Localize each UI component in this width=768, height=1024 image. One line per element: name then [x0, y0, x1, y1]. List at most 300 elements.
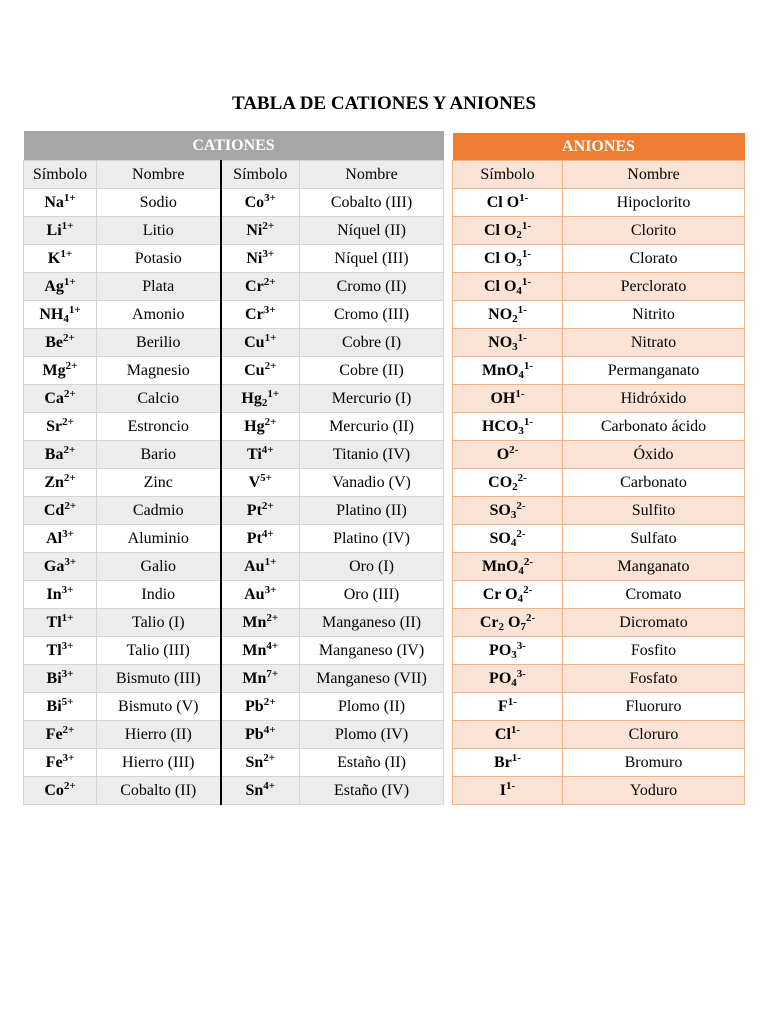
- symbol-charge: 4+: [266, 639, 279, 652]
- table-row: [24, 721, 444, 749]
- symbol-charge: 1-: [521, 275, 532, 288]
- ion-symbol: [24, 749, 97, 777]
- symbol-base: CO: [488, 473, 513, 491]
- ion-name: Talio (III): [97, 637, 221, 665]
- symbol-charge: 4+: [261, 443, 274, 456]
- table-row: [24, 329, 444, 357]
- ion-name: Mercurio (I): [300, 385, 444, 413]
- symbol-subscript: 3: [510, 508, 517, 521]
- symbol-base: Ni: [246, 221, 263, 239]
- symbol-base: Mg: [42, 361, 66, 379]
- table-row: [453, 693, 745, 721]
- ion-name: Dicromato: [563, 609, 745, 637]
- ion-symbol: [24, 217, 97, 245]
- symbol-base: Cl O: [483, 249, 517, 267]
- table-row: [24, 385, 444, 413]
- ion-name: Platino (IV): [300, 525, 444, 553]
- table-row: [453, 273, 745, 301]
- symbol-base: Pt: [246, 529, 262, 547]
- symbol-subscript: 4: [518, 564, 524, 577]
- symbol-base: Bi: [46, 697, 62, 715]
- ion-name: Plomo (II): [300, 693, 444, 721]
- symbol-base: Cl O: [483, 221, 517, 239]
- ion-symbol: [24, 469, 97, 497]
- symbol-base: HCO: [481, 417, 519, 435]
- symbol-base: Au: [244, 557, 265, 575]
- symbol-base: Ga: [43, 557, 65, 575]
- ion-name: Manganeso (IV): [300, 637, 444, 665]
- column-header-name: Nombre: [97, 161, 221, 189]
- table-row: [453, 777, 745, 805]
- column-header-name: Nombre: [300, 161, 444, 189]
- symbol-base: K: [47, 249, 61, 267]
- column-header-symbol: Símbolo: [24, 161, 97, 189]
- ion-symbol: [221, 189, 300, 217]
- symbol-charge: 2-: [525, 611, 536, 624]
- symbol-charge: 1-: [515, 387, 525, 400]
- cations-table: [23, 131, 444, 805]
- symbol-charge: 2-: [516, 527, 526, 540]
- symbol-base: F: [498, 697, 508, 715]
- symbol-charge: 2+: [63, 471, 76, 484]
- symbol-base: Al: [46, 529, 63, 547]
- ion-name: Manganato: [563, 553, 745, 581]
- ion-name: Clorito: [563, 217, 745, 245]
- table-row: [24, 245, 444, 273]
- anions-table: [452, 133, 745, 805]
- ion-symbol: [24, 525, 97, 553]
- table-row: [453, 385, 745, 413]
- symbol-base: Co: [44, 781, 64, 799]
- ion-symbol: [24, 721, 97, 749]
- ion-name: Cadmio: [97, 497, 221, 525]
- ion-symbol: [24, 637, 97, 665]
- ion-symbol: [221, 441, 300, 469]
- symbol-base: Cl: [494, 725, 511, 743]
- ion-name: Hierro (III): [97, 749, 221, 777]
- table-row: [453, 581, 745, 609]
- symbol-base: Mn: [242, 641, 267, 659]
- ion-name: Yoduro: [563, 777, 745, 805]
- ion-name: Cloruro: [563, 721, 745, 749]
- symbol-subscript: 4: [516, 284, 522, 297]
- symbol-subscript: 3: [511, 648, 517, 661]
- ion-symbol: [24, 777, 97, 805]
- ion-symbol: [453, 357, 563, 385]
- ion-symbol: [453, 581, 563, 609]
- symbol-base: Ca: [44, 389, 64, 407]
- symbol-charge: 1+: [264, 331, 277, 344]
- symbol-charge: 1-: [519, 191, 529, 204]
- ion-name: Titanio (IV): [300, 441, 444, 469]
- ion-symbol: [221, 217, 300, 245]
- symbol-charge: 1-: [523, 359, 534, 372]
- symbol-charge: 2+: [263, 751, 276, 764]
- ion-symbol: [453, 609, 563, 637]
- symbol-base: NO: [488, 333, 513, 351]
- table-row: [453, 329, 745, 357]
- table-row: [453, 721, 745, 749]
- cations-rows: [24, 189, 444, 805]
- ion-symbol: [453, 665, 563, 693]
- symbol-base: Br: [494, 753, 512, 771]
- ion-symbol: [453, 777, 563, 805]
- ion-name: Mercurio (II): [300, 413, 444, 441]
- table-row: [24, 497, 444, 525]
- table-row: [453, 609, 745, 637]
- table-row: [24, 469, 444, 497]
- symbol-subscript: 7: [520, 620, 526, 633]
- table-row: [24, 693, 444, 721]
- table-row: [453, 665, 745, 693]
- ion-symbol: [221, 245, 300, 273]
- symbol-charge: 2-: [523, 583, 533, 596]
- ion-name: Permanganato: [563, 357, 745, 385]
- symbol-charge: 3+: [64, 555, 77, 568]
- symbol-base: Na: [44, 193, 64, 211]
- table-row: [24, 749, 444, 777]
- ion-name: Bromuro: [563, 749, 745, 777]
- symbol-base: Au: [244, 585, 265, 603]
- cations-header: CATIONES: [24, 131, 444, 161]
- symbol-charge: 2-: [516, 499, 526, 512]
- ion-symbol: [221, 721, 300, 749]
- ion-symbol: [24, 693, 97, 721]
- column-header-symbol: Símbolo: [221, 161, 300, 189]
- symbol-charge: 1-: [523, 415, 534, 428]
- ion-name: Fosfato: [563, 665, 745, 693]
- symbol-base: Pt: [246, 501, 262, 519]
- symbol-base: Cr: [479, 613, 499, 631]
- table-row: [453, 413, 745, 441]
- symbol-charge: 2+: [262, 219, 275, 232]
- table-row: [453, 637, 745, 665]
- symbol-subscript: 4: [518, 368, 524, 381]
- symbol-base: Mn: [242, 669, 267, 687]
- symbol-subscript: 4: [517, 592, 524, 605]
- symbol-base: Ni: [246, 249, 263, 267]
- symbol-charge: 4+: [263, 779, 276, 792]
- symbol-base: NO: [488, 305, 513, 323]
- symbol-charge: 2+: [62, 415, 74, 428]
- ion-name: Fosfito: [563, 637, 745, 665]
- ion-symbol: [453, 329, 563, 357]
- ion-name: Sulfato: [563, 525, 745, 553]
- ion-name: Sulfito: [563, 497, 745, 525]
- ion-name: Talio (I): [97, 609, 221, 637]
- ion-symbol: [24, 441, 97, 469]
- table-row: [453, 217, 745, 245]
- symbol-base: Sn: [245, 781, 264, 799]
- ion-symbol: [221, 749, 300, 777]
- symbol-base: Cd: [43, 501, 65, 519]
- ion-symbol: [453, 217, 563, 245]
- symbol-base: Sn: [245, 753, 264, 771]
- symbol-charge: 2+: [263, 275, 276, 288]
- ion-symbol: [453, 301, 563, 329]
- symbol-base: Cr: [245, 277, 264, 295]
- symbol-base: In: [46, 585, 62, 603]
- symbol-base: Cl O: [483, 277, 517, 295]
- symbol-base: Cu: [244, 361, 265, 379]
- symbol-charge: 5+: [260, 471, 272, 484]
- symbol-charge: 3+: [264, 191, 276, 204]
- symbol-charge: 2+: [65, 359, 78, 372]
- symbol-base: Be: [45, 333, 63, 351]
- symbol-charge: 2+: [63, 331, 75, 344]
- symbol-base: NH: [39, 305, 64, 323]
- ion-symbol: [221, 469, 300, 497]
- symbol-subscript: 4: [510, 536, 517, 549]
- symbol-subscript: 2: [261, 396, 268, 409]
- ion-symbol: [24, 385, 97, 413]
- symbol-charge: 1-: [517, 303, 527, 316]
- table-row: [24, 665, 444, 693]
- table-row: [24, 525, 444, 553]
- symbol-charge: 5+: [61, 695, 74, 708]
- ion-name: Nitrato: [563, 329, 745, 357]
- ion-symbol: [221, 553, 300, 581]
- symbol-base: OH: [490, 389, 516, 407]
- symbol-base: Li: [46, 221, 62, 239]
- symbol-charge: 1-: [510, 723, 521, 736]
- ion-name: Cobalto (II): [97, 777, 221, 805]
- ion-symbol: [221, 777, 300, 805]
- ion-symbol: [453, 693, 563, 721]
- ion-symbol: [221, 357, 300, 385]
- symbol-base: Cr O: [482, 585, 518, 603]
- symbol-charge: 1+: [267, 387, 280, 400]
- symbol-charge: 1-: [506, 779, 516, 792]
- symbol-subscript: 2: [512, 312, 518, 325]
- symbol-charge: 3+: [61, 639, 74, 652]
- ion-name: Vanadio (V): [300, 469, 444, 497]
- symbol-base: SO: [489, 501, 511, 519]
- table-row: [24, 581, 444, 609]
- table-row: [453, 469, 745, 497]
- table-row: [24, 357, 444, 385]
- symbol-charge: 1+: [61, 219, 74, 232]
- ion-symbol: [221, 385, 300, 413]
- ion-symbol: [453, 413, 563, 441]
- symbol-charge: 4+: [263, 723, 276, 736]
- symbol-subscript: 3: [518, 424, 524, 437]
- ion-name: Fluoruro: [563, 693, 745, 721]
- ion-name: Sodio: [97, 189, 221, 217]
- ion-name: Bismuto (III): [97, 665, 221, 693]
- symbol-base: Tl: [46, 641, 62, 659]
- ion-symbol: [221, 273, 300, 301]
- ion-name: Bismuto (V): [97, 693, 221, 721]
- ion-name: Berilio: [97, 329, 221, 357]
- ion-name: Calcio: [97, 385, 221, 413]
- symbol-charge: 4+: [261, 527, 274, 540]
- symbol-base: Sr: [46, 417, 63, 435]
- table-row: [453, 749, 745, 777]
- symbol-base: Hg: [241, 389, 262, 407]
- symbol-base: PO: [489, 669, 512, 687]
- column-header-name: Nombre: [563, 161, 745, 189]
- symbol-charge: 2+: [63, 779, 76, 792]
- symbol-base: Ti: [246, 445, 262, 463]
- symbol-charge: 2+: [264, 415, 277, 428]
- ion-symbol: [453, 525, 563, 553]
- ion-name: Manganeso (II): [300, 609, 444, 637]
- symbol-charge: 3+: [62, 751, 75, 764]
- ion-symbol: [453, 721, 563, 749]
- symbol-charge: 1+: [63, 275, 76, 288]
- table-row: [453, 553, 745, 581]
- ion-symbol: [453, 497, 563, 525]
- symbol-charge: 2+: [63, 387, 76, 400]
- ion-symbol: [453, 385, 563, 413]
- ion-symbol: [453, 245, 563, 273]
- symbol-base: Cl O: [486, 193, 520, 211]
- symbol-base: Pb: [245, 725, 264, 743]
- symbol-charge: 3-: [516, 639, 526, 652]
- symbol-charge: 7+: [266, 667, 279, 680]
- ion-symbol: [24, 329, 97, 357]
- ion-name: Níquel (III): [300, 245, 444, 273]
- ion-name: Potasio: [97, 245, 221, 273]
- ion-symbol: [453, 469, 563, 497]
- ion-name: Bario: [97, 441, 221, 469]
- symbol-charge: 2+: [264, 359, 277, 372]
- table-row: [24, 609, 444, 637]
- table-row: [24, 413, 444, 441]
- ion-symbol: [453, 441, 563, 469]
- symbol-charge: 1-: [521, 219, 532, 232]
- symbol-charge: 1+: [61, 611, 74, 624]
- ion-name: Cobalto (III): [300, 189, 444, 217]
- ion-name: Estroncio: [97, 413, 221, 441]
- symbol-charge: 3+: [263, 303, 276, 316]
- ion-name: Níquel (II): [300, 217, 444, 245]
- symbol-base: Ba: [44, 445, 64, 463]
- ion-symbol: [221, 609, 300, 637]
- symbol-charge: 2+: [263, 695, 276, 708]
- symbol-base: SO: [489, 529, 511, 547]
- symbol-subscript: 3: [516, 256, 522, 269]
- table-row: [24, 777, 444, 805]
- ion-name: Hidróxido: [563, 385, 745, 413]
- ion-name: Hierro (II): [97, 721, 221, 749]
- ion-symbol: [221, 301, 300, 329]
- symbol-charge: 2+: [63, 443, 76, 456]
- cations-column-headers: [24, 161, 444, 189]
- symbol-charge: 3+: [61, 583, 74, 596]
- table-row: [24, 273, 444, 301]
- symbol-charge: 3+: [264, 583, 277, 596]
- ion-symbol: [24, 553, 97, 581]
- symbol-charge: 1-: [521, 247, 532, 260]
- ion-name: Galio: [97, 553, 221, 581]
- ion-symbol: [221, 329, 300, 357]
- symbol-base: Co: [244, 193, 265, 211]
- symbol-charge: 2+: [261, 499, 274, 512]
- symbol-charge: 1+: [68, 303, 81, 316]
- symbol-base: Mn: [242, 613, 267, 631]
- ion-name: Estaño (IV): [300, 777, 444, 805]
- table-row: [24, 441, 444, 469]
- symbol-base: Pb: [245, 697, 264, 715]
- table-row: [24, 217, 444, 245]
- table-row: [453, 525, 745, 553]
- ion-symbol: [24, 665, 97, 693]
- ion-symbol: [453, 553, 563, 581]
- ion-name: Estaño (II): [300, 749, 444, 777]
- symbol-base: MnO: [481, 557, 519, 575]
- ion-name: Indio: [97, 581, 221, 609]
- symbol-base: O: [504, 613, 521, 631]
- ion-name: Cromo (II): [300, 273, 444, 301]
- table-row: [453, 497, 745, 525]
- symbol-base: Zn: [44, 473, 64, 491]
- ion-symbol: [24, 413, 97, 441]
- symbol-charge: 1+: [63, 191, 76, 204]
- ion-symbol: [24, 273, 97, 301]
- symbol-charge: 1-: [517, 331, 527, 344]
- ion-name: Perclorato: [563, 273, 745, 301]
- ion-symbol: [221, 413, 300, 441]
- ion-name: Zinc: [97, 469, 221, 497]
- symbol-subscript: 2: [498, 620, 505, 633]
- symbol-base: Fe: [45, 725, 63, 743]
- ion-symbol: [24, 581, 97, 609]
- symbol-charge: 1-: [507, 695, 517, 708]
- ion-name: Plata: [97, 273, 221, 301]
- symbol-charge: 1-: [511, 751, 521, 764]
- ion-name: Carbonato ácido: [563, 413, 745, 441]
- ion-symbol: [24, 189, 97, 217]
- symbol-charge: 1+: [60, 247, 73, 260]
- anions-rows: [453, 189, 745, 805]
- page-title: TABLA DE CATIONES Y ANIONES: [231, 93, 537, 114]
- ion-name: Clorato: [563, 245, 745, 273]
- ion-name: Oro (I): [300, 553, 444, 581]
- symbol-subscript: 4: [511, 676, 517, 689]
- symbol-charge: 2+: [266, 611, 279, 624]
- ion-symbol: [221, 637, 300, 665]
- symbol-subscript: 3: [512, 340, 518, 353]
- anions-column-headers: [453, 161, 745, 189]
- table-row: [453, 441, 745, 469]
- ion-name: Hipoclorito: [563, 189, 745, 217]
- ion-symbol: [221, 525, 300, 553]
- symbol-charge: 3+: [62, 527, 74, 540]
- ion-symbol: [24, 497, 97, 525]
- ion-symbol: [453, 637, 563, 665]
- ion-name: Oro (III): [300, 581, 444, 609]
- symbol-charge: 2-: [523, 555, 534, 568]
- symbol-base: O: [496, 445, 510, 463]
- ion-symbol: [24, 357, 97, 385]
- ion-name: Carbonato: [563, 469, 745, 497]
- ion-symbol: [453, 189, 563, 217]
- ion-name: Plomo (IV): [300, 721, 444, 749]
- symbol-charge: 2+: [64, 499, 77, 512]
- table-row: [453, 189, 745, 217]
- table-row: [24, 553, 444, 581]
- symbol-base: PO: [489, 641, 512, 659]
- ion-name: Óxido: [563, 441, 745, 469]
- table-row: [453, 301, 745, 329]
- symbol-base: Cr: [245, 305, 264, 323]
- ion-name: Magnesio: [97, 357, 221, 385]
- symbol-base: I: [499, 781, 507, 799]
- ion-symbol: [24, 301, 97, 329]
- symbol-base: Hg: [244, 417, 265, 435]
